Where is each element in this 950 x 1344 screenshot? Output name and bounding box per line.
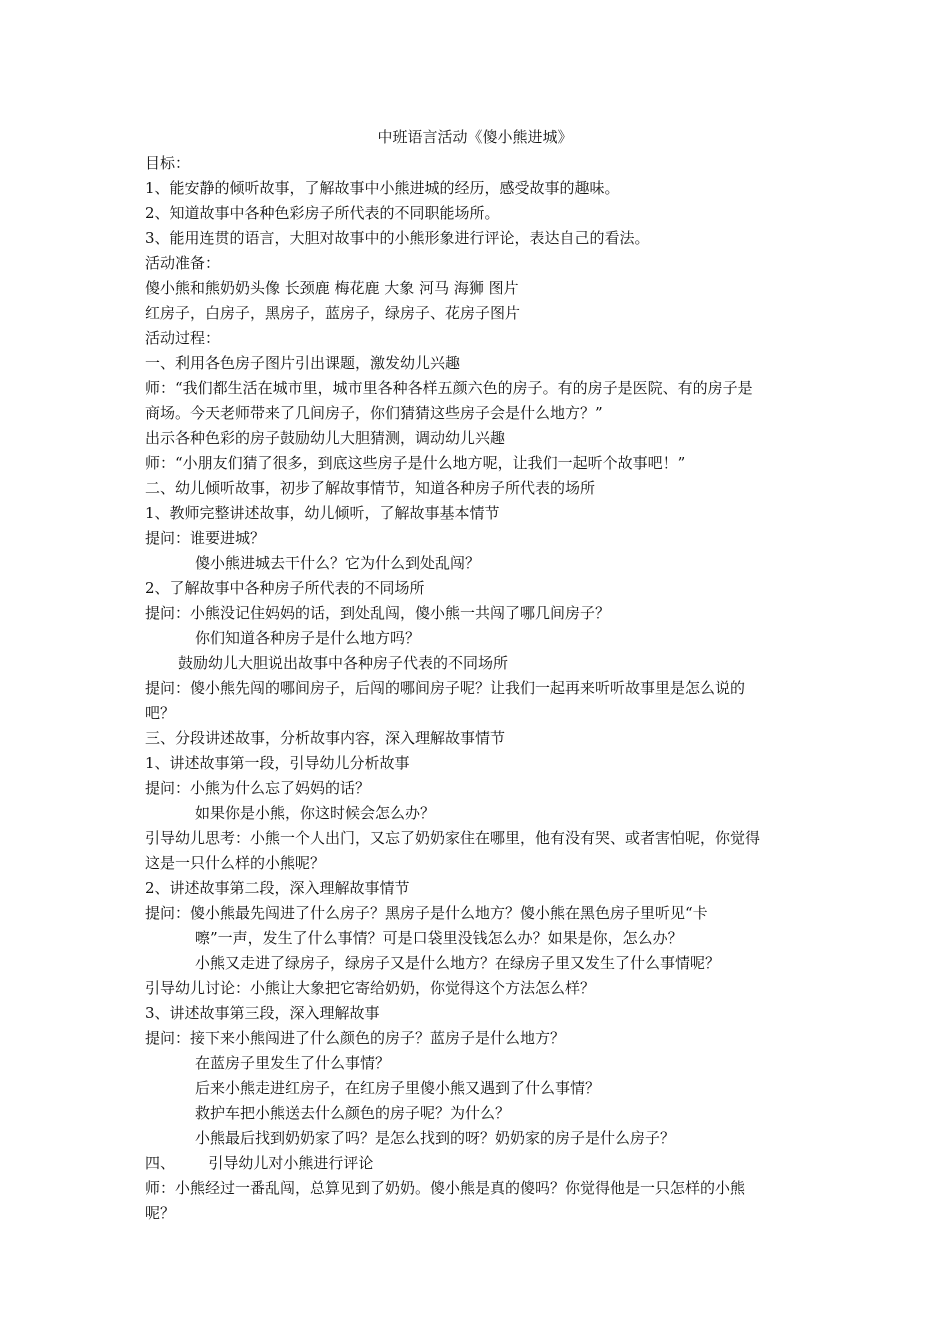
question-line: 提问：傻小熊先闯的哪间房子，后闯的哪间房子呢？让我们一起再来听听故事里是怎么说的 bbox=[145, 679, 746, 697]
heading-preparation: 活动准备： bbox=[145, 254, 221, 272]
question-line: 提问：傻小熊最先闯进了什么房子？黑房子是什么地方？傻小熊在黑色房子里听见“卡 bbox=[145, 904, 708, 922]
question-line: 嚓”一声，发生了什么事情？可是口袋里没钱怎么办？如果是你，怎么办？ bbox=[195, 929, 683, 947]
question-line: 提问：谁要进城？ bbox=[145, 529, 266, 547]
paragraph-line: 鼓励幼儿大胆说出故事中各种房子代表的不同场所 bbox=[178, 654, 509, 672]
question-line: 救护车把小熊送去什么颜色的房子呢？为什么？ bbox=[195, 1104, 511, 1122]
question-line: 后来小熊走进红房子，在红房子里傻小熊又遇到了什么事情？ bbox=[195, 1079, 601, 1097]
subsection-heading: 3、讲述故事第三段，深入理解故事 bbox=[145, 1004, 380, 1022]
goal-item-1: 1、能安静的倾听故事，了解故事中小熊进城的经历，感受故事的趣味。 bbox=[145, 179, 620, 197]
heading-process: 活动过程： bbox=[145, 329, 221, 347]
goal-item-3: 3、能用连贯的语言，大胆对故事中的小熊形象进行评论，表达自己的看法。 bbox=[145, 229, 650, 247]
section-heading-2: 二、幼儿倾听故事，初步了解故事情节，知道各种房子所代表的场所 bbox=[145, 479, 596, 497]
paragraph-line: 师：“我们都生活在城市里，城市里各种各样五颜六色的房子。有的房子是医院、有的房子是 bbox=[145, 379, 753, 397]
paragraph-line: 出示各种色彩的房子鼓励幼儿大胆猜测，调动幼儿兴趣 bbox=[145, 429, 506, 447]
question-line: 提问：小熊没记住妈妈的话，到处乱闯，傻小熊一共闯了哪几间房子？ bbox=[145, 604, 611, 622]
paragraph-line: 引导幼儿讨论：小熊让大象把它寄给奶奶，你觉得这个方法怎么样？ bbox=[145, 979, 596, 997]
question-line: 小熊又走进了绿房子，绿房子又是什么地方？在绿房子里又发生了什么事情呢？ bbox=[195, 954, 721, 972]
question-line: 在蓝房子里发生了什么事情？ bbox=[195, 1054, 391, 1072]
paragraph-line: 商场。今天老师带来了几间房子，你们猜猜这些房子会是什么地方？” bbox=[145, 404, 603, 422]
paragraph-line: 引导幼儿思考：小熊一个人出门，又忘了奶奶家住在哪里，他有没有哭、或者害怕呢，你觉得 bbox=[145, 829, 761, 847]
paragraph-line: 这是一只什么样的小熊呢？ bbox=[145, 854, 326, 872]
paragraph-line: 师：“小朋友们猜了很多，到底这些房子是什么地方呢，让我们一起听个故事吧！” bbox=[145, 454, 686, 472]
subsection-heading: 1、讲述故事第一段，引导幼儿分析故事 bbox=[145, 754, 410, 772]
paragraph-line: 师：小熊经过一番乱闯，总算见到了奶奶。傻小熊是真的傻吗？你觉得他是一只怎样的小熊 bbox=[145, 1179, 746, 1197]
section-heading-1: 一、利用各色房子图片引出课题，激发幼儿兴趣 bbox=[145, 354, 461, 372]
preparation-line: 红房子，白房子，黑房子，蓝房子，绿房子、花房子图片 bbox=[145, 304, 521, 322]
question-line: 提问：小熊为什么忘了妈妈的话？ bbox=[145, 779, 371, 797]
preparation-line: 傻小熊和熊奶奶头像 长颈鹿 梅花鹿 大象 河马 海狮 图片 bbox=[145, 279, 519, 297]
question-line: 你们知道各种房子是什么地方吗？ bbox=[195, 629, 421, 647]
document-title: 中班语言活动《傻小熊进城》 bbox=[377, 128, 573, 146]
question-line: 如果你是小熊，你这时候会怎么办？ bbox=[195, 804, 436, 822]
section-heading-4: 四、 引导幼儿对小熊进行评论 bbox=[145, 1154, 374, 1172]
question-line: 提问：接下来小熊闯进了什么颜色的房子？蓝房子是什么地方？ bbox=[145, 1029, 566, 1047]
question-line: 吧？ bbox=[145, 704, 176, 722]
paragraph-line: 呢？ bbox=[145, 1204, 176, 1222]
subsection-heading: 1、教师完整讲述故事，幼儿倾听，了解故事基本情节 bbox=[145, 504, 500, 522]
question-line: 小熊最后找到奶奶家了吗？是怎么找到的呀？奶奶家的房子是什么房子？ bbox=[195, 1129, 676, 1147]
question-line: 傻小熊进城去干什么？它为什么到处乱闯？ bbox=[195, 554, 481, 572]
subsection-heading: 2、讲述故事第二段，深入理解故事情节 bbox=[145, 879, 410, 897]
heading-goals: 目标： bbox=[145, 154, 191, 172]
goal-item-2: 2、知道故事中各种色彩房子所代表的不同职能场所。 bbox=[145, 204, 500, 222]
section-heading-3: 三、分段讲述故事，分析故事内容，深入理解故事情节 bbox=[145, 729, 506, 747]
subsection-heading: 2、了解故事中各种房子所代表的不同场所 bbox=[145, 579, 425, 597]
